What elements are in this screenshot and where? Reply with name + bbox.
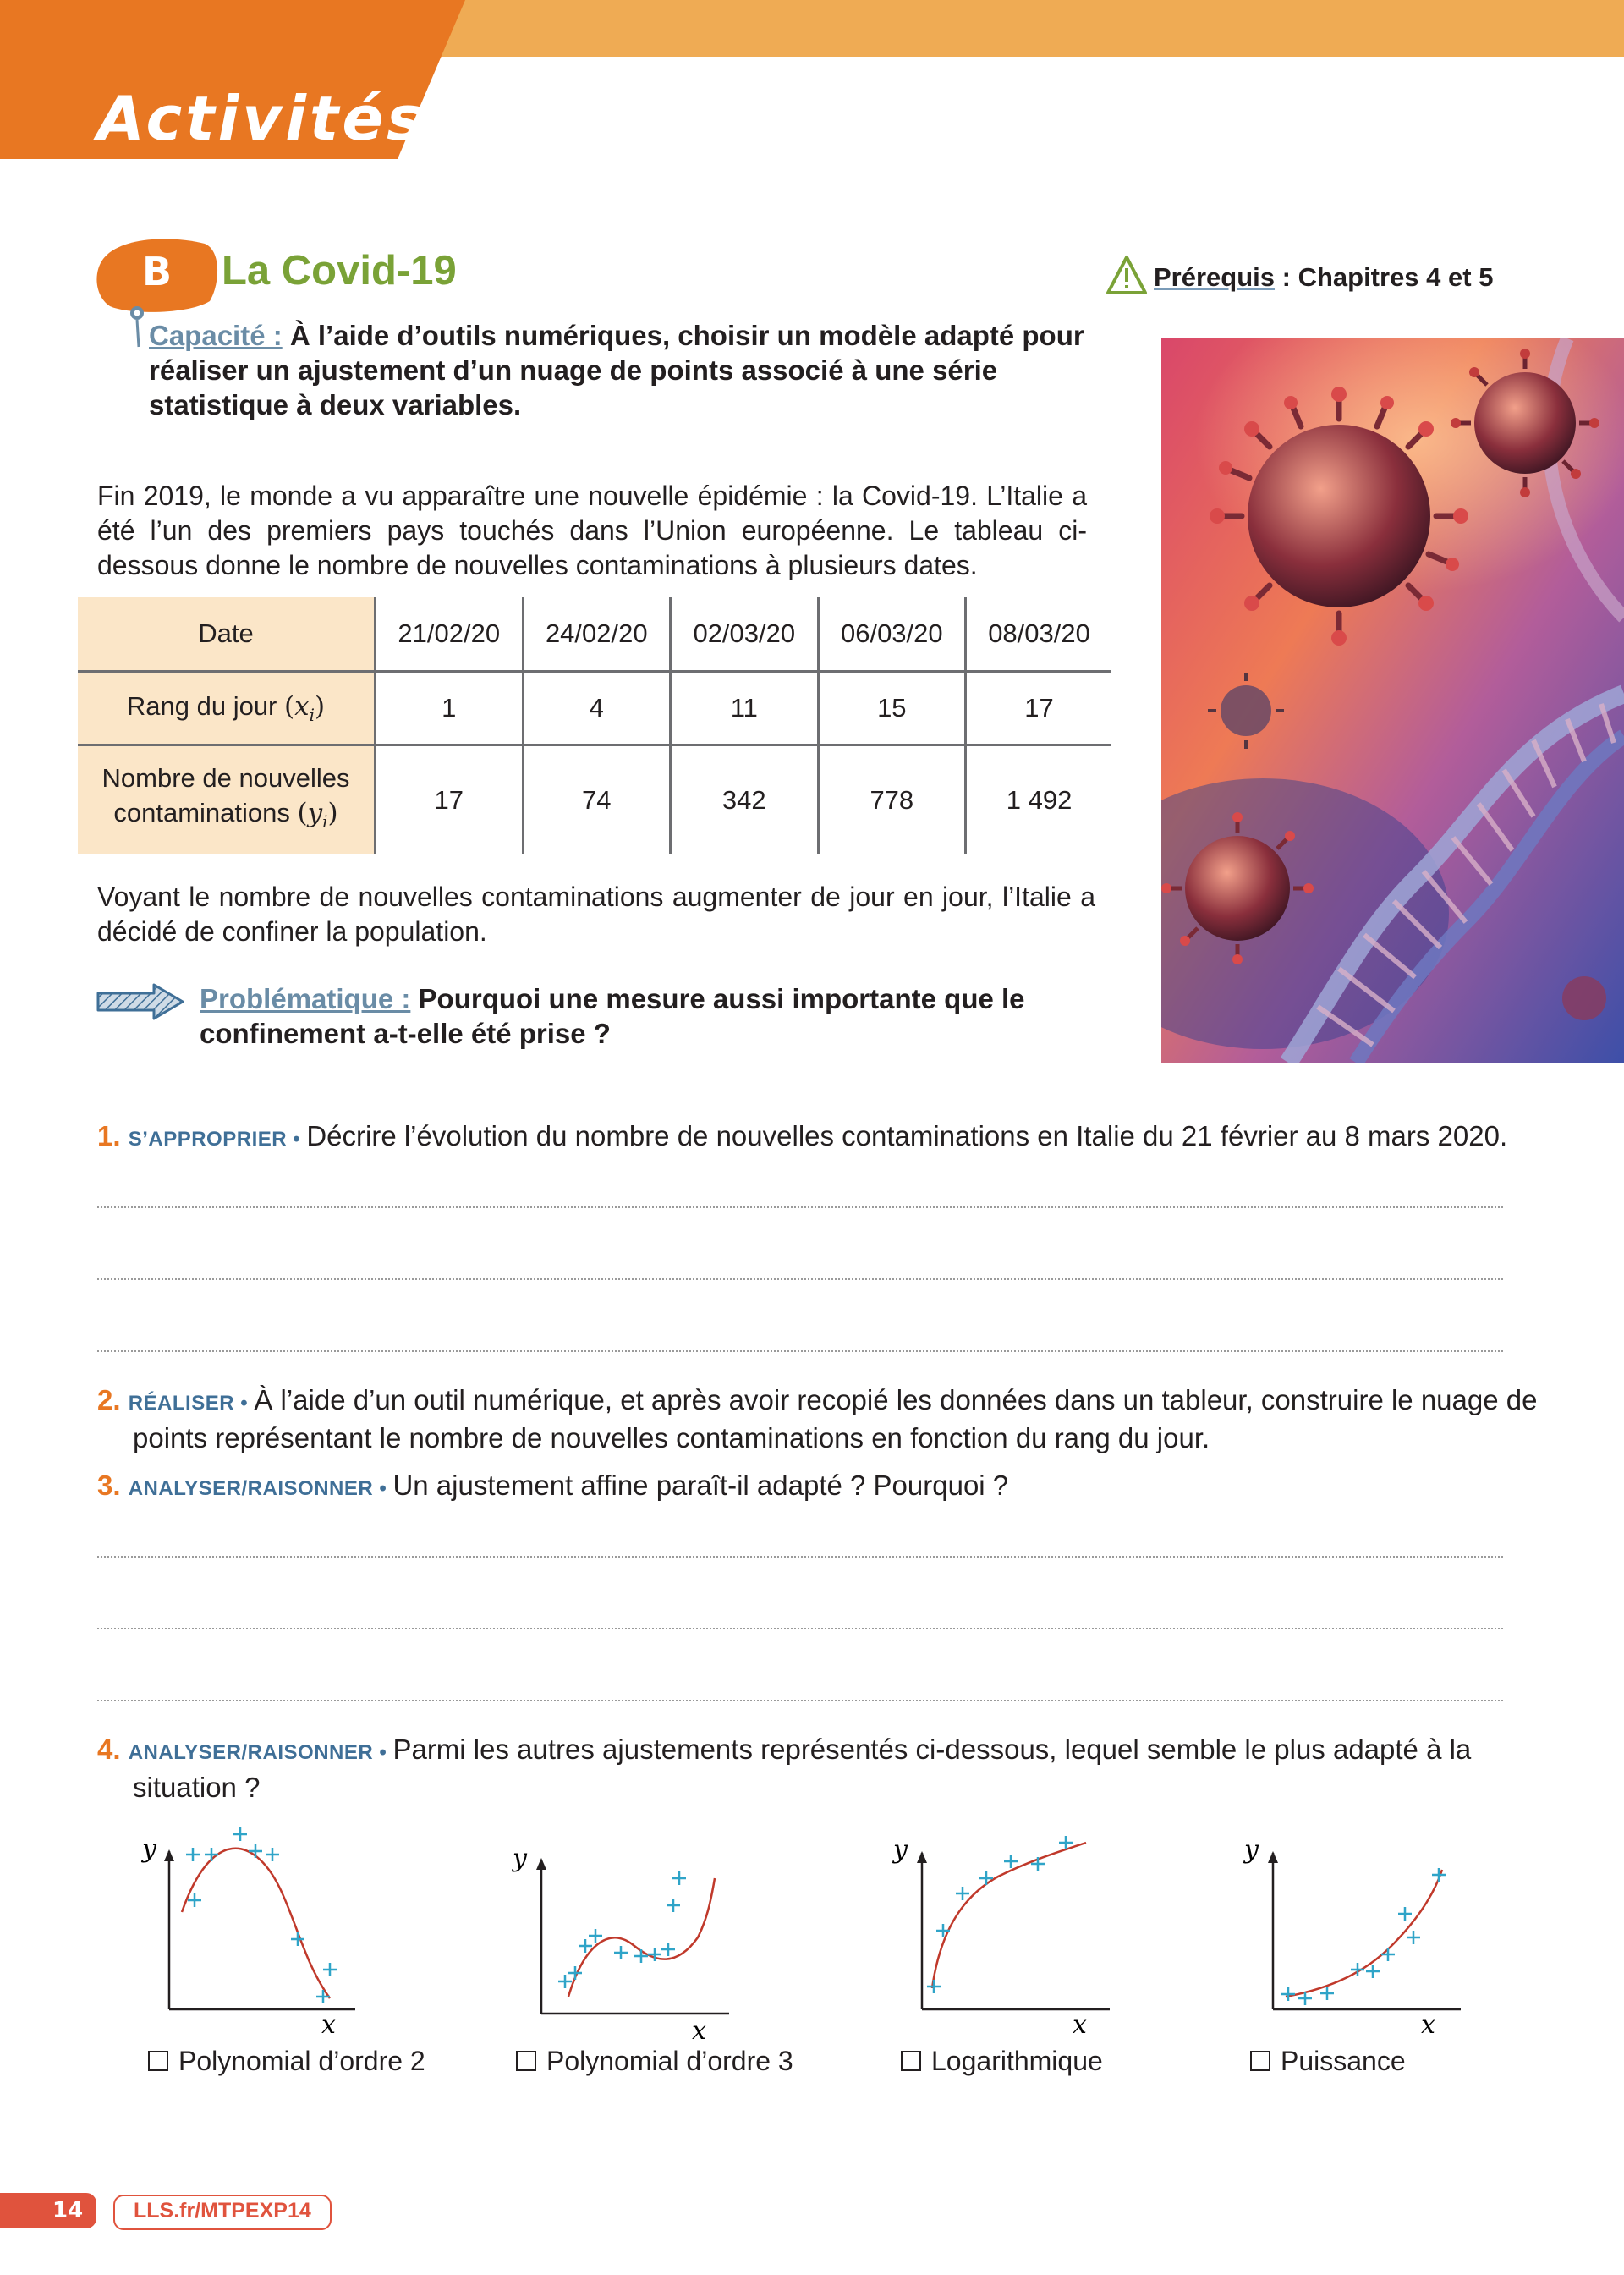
- data-points: [1281, 1868, 1446, 2005]
- question-text: Décrire l’évolution du nombre de nouvelles contaminations en Italie du 21 février au 8 mars 2020.: [306, 1120, 1508, 1151]
- option-label: Polynomial d’ordre 3: [546, 2046, 793, 2076]
- option-polynomial-3[interactable]: [516, 2046, 793, 2077]
- question-4: [97, 1732, 1554, 1805]
- intro-paragraph: Fin 2019, le monde a vu apparaître une nouvelle épidémie : la Covid-19. L’Italie a été l’un des premiers pays touchés dans l’Union européenne. Le tableau ci-dessous donne le nombre de nouvelles contaminations à plusieurs dates.: [97, 481, 1087, 580]
- prerequisites-text: : Chapitres 4 et 5: [1275, 262, 1494, 292]
- question-tag: S’APPROPRIER: [128, 1128, 288, 1151]
- rank-index: i: [309, 705, 315, 726]
- table-cell: 4: [523, 672, 671, 745]
- prerequisites-label: Prérequis: [1154, 262, 1276, 292]
- question-number: 3.: [97, 1470, 121, 1501]
- section-letter: B: [142, 249, 173, 294]
- capacity-label: Capacité :: [149, 320, 283, 351]
- table-cell: 06/03/20: [818, 597, 966, 672]
- y-axis-label: y: [513, 1844, 527, 1873]
- table-row-ranks: [78, 672, 1111, 745]
- row-header-count: Nombre de nouvelles contaminations $(y_i)$: [78, 745, 376, 855]
- fit-chart-polynomial-2: [135, 1819, 389, 2039]
- bullet: •: [234, 1392, 255, 1415]
- table-cell: 15: [818, 672, 966, 745]
- question-tag: ANALYSER/RAISONNER: [128, 1477, 374, 1500]
- virus-dna-photo: [1161, 338, 1624, 1063]
- page-number: 14: [52, 2198, 84, 2223]
- y-axis-arrow: [917, 1851, 927, 1863]
- table-cell: 1: [376, 672, 524, 745]
- x-axis-label: x: [321, 2010, 336, 2039]
- problem-label: Problématique :: [200, 983, 411, 1014]
- table-cell: 21/02/20: [376, 597, 524, 672]
- table-cell: 342: [671, 745, 819, 855]
- fit-curve: [932, 1843, 1086, 1988]
- question-2: [97, 1382, 1554, 1455]
- fit-curve: [568, 1878, 715, 1997]
- table-cell: 02/03/20: [671, 597, 819, 672]
- capacity: [149, 318, 1096, 422]
- row-header-date: Date: [78, 597, 376, 672]
- data-points: [927, 1836, 1073, 1993]
- table-cell: 1 492: [1006, 785, 1073, 815]
- y-axis-label: y: [1244, 1835, 1259, 1865]
- fit-chart-power: [1239, 1819, 1493, 2039]
- answer-line[interactable]: [97, 1700, 1503, 1701]
- answer-line[interactable]: [97, 1278, 1503, 1280]
- warning-icon: [1106, 254, 1148, 296]
- option-label: Polynomial d’ordre 2: [178, 2046, 425, 2076]
- row-header-rank: Rang du jour $(x_i)$: [78, 672, 376, 745]
- pin-icon: [129, 305, 149, 349]
- answer-line[interactable]: [97, 1628, 1503, 1629]
- count-index: i: [322, 811, 328, 833]
- answer-line[interactable]: [97, 1206, 1503, 1208]
- checkbox[interactable]: [1250, 2051, 1270, 2071]
- question-text: À l’aide d’un outil numérique, et après avoir recopié les données dans un tableur, construire le nuage de points représentant le nombre de nouvelles contaminations en fonction du rang du jour.: [133, 1384, 1538, 1453]
- data-table: [78, 597, 1111, 854]
- question-tag: ANALYSER/RAISONNER: [128, 1741, 374, 1764]
- problem-text: Pourquoi une mesure aussi importante que le confinement a-t-elle été prise ?: [200, 983, 1025, 1049]
- option-logarithmic[interactable]: [901, 2046, 1103, 2077]
- option-label: Logarithmique: [931, 2046, 1103, 2076]
- x-axis-label: x: [692, 2016, 706, 2039]
- rank-variable: x: [294, 690, 310, 722]
- y-axis-arrow: [536, 1858, 546, 1870]
- question-number: 1.: [97, 1120, 121, 1151]
- checkbox[interactable]: [901, 2051, 921, 2071]
- table-cell: 17: [376, 745, 524, 855]
- capacity-text: À l’aide d’outils numériques, choisir un modèle adapté pour réaliser un ajustement d’un nuage de points associé à une série statistique à deux variables.: [149, 320, 1084, 420]
- count-variable: y: [307, 798, 323, 829]
- row-header-count-line2: contaminations: [113, 798, 290, 828]
- table-cell: 24/02/20: [523, 597, 671, 672]
- row-header-count-line1: Nombre de nouvelles: [102, 763, 350, 794]
- after-table-paragraph: Voyant le nombre de nouvelles contaminations augmenter de jour en jour, l’Italie a décidé de confiner la population.: [97, 882, 1095, 947]
- x-axis-label: x: [1421, 2010, 1435, 2039]
- problem-statement: [200, 981, 1096, 1051]
- table-row-dates: [78, 597, 1111, 672]
- arrow-icon: [95, 981, 188, 1022]
- bullet: •: [373, 1477, 393, 1500]
- y-axis-label: y: [142, 1834, 156, 1864]
- prerequisites: [1154, 262, 1493, 293]
- table-cell: 08/03/20: [966, 597, 1111, 672]
- fit-chart-logarithmic: [888, 1819, 1142, 2039]
- y-axis-arrow: [1268, 1851, 1278, 1863]
- option-label: Puissance: [1281, 2046, 1406, 2076]
- table-cell: 11: [671, 672, 819, 745]
- fit-curve: [1286, 1870, 1442, 1997]
- checkbox[interactable]: [516, 2051, 536, 2071]
- data-points: [186, 1827, 337, 2003]
- fit-chart-polynomial-3: [508, 1819, 761, 2039]
- x-axis-label: x: [1073, 2010, 1087, 2039]
- table-cell: 17: [966, 672, 1111, 745]
- answer-line[interactable]: [97, 1556, 1503, 1558]
- bullet: •: [287, 1128, 307, 1151]
- question-tag: RÉALISER: [128, 1392, 235, 1415]
- checkbox[interactable]: [148, 2051, 168, 2071]
- table-cell: 74: [523, 745, 671, 855]
- resource-link-text[interactable]: LLS.fr/MTPEXP14: [134, 2199, 311, 2223]
- answer-line[interactable]: [97, 1350, 1503, 1352]
- table-row-counts: [78, 745, 1111, 855]
- option-polynomial-2[interactable]: [148, 2046, 425, 2077]
- question-number: 4.: [97, 1734, 121, 1765]
- row-header-rank-label: Rang du jour: [126, 690, 277, 721]
- question-3: [97, 1468, 1518, 1506]
- section-title: La Covid-19: [222, 248, 457, 294]
- question-1: [97, 1118, 1518, 1157]
- bullet: •: [373, 1741, 393, 1764]
- question-number: 2.: [97, 1384, 121, 1415]
- question-text: Parmi les autres ajustements représentés ci-dessous, lequel semble le plus adapté à la situation ?: [133, 1734, 1472, 1803]
- table-cell: 778: [818, 745, 966, 855]
- option-power[interactable]: [1250, 2046, 1406, 2077]
- page-title: Activités: [97, 83, 427, 154]
- fit-curve: [182, 1849, 330, 1998]
- y-axis-arrow: [164, 1849, 174, 1861]
- y-axis-label: y: [893, 1835, 908, 1865]
- question-text: Un ajustement affine paraît-il adapté ? Pourquoi ?: [392, 1470, 1009, 1501]
